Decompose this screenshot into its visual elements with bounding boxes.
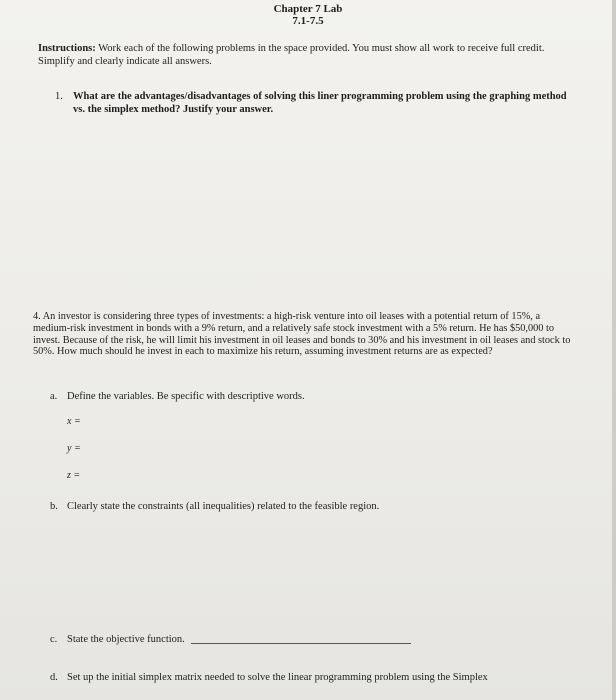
- instructions-text: Work each of the following problems in the space provided. You must show all work to receive full credit. Simplify and clearly indicate all answers.: [38, 43, 545, 67]
- question-1-number: 1.: [55, 91, 63, 102]
- part-a-text: Define the variables. Be specific with descriptive words.: [67, 391, 305, 402]
- part-d-letter: d.: [50, 672, 58, 683]
- page-title: Chapter 7 Lab: [273, 3, 343, 15]
- question-1: [55, 90, 575, 116]
- page-edge: [612, 0, 616, 700]
- question-4-part-d: [50, 671, 488, 684]
- question-4-part-b: [50, 500, 379, 513]
- question-1-text: What are the advantages/disadvantages of solving this liner programming problem using the graphing method vs. the simplex method? Justify your answer.: [73, 91, 567, 115]
- part-c-letter: c.: [50, 634, 58, 645]
- question-4-part-a: [50, 390, 305, 403]
- variable-z: z =: [67, 470, 81, 481]
- part-a-letter: a.: [50, 391, 58, 402]
- instructions: [38, 42, 583, 68]
- question-4-part-c: [50, 633, 411, 646]
- part-b-letter: b.: [50, 501, 58, 512]
- section-range: 7.1-7.5: [292, 15, 324, 27]
- part-d-text: Set up the initial simplex matrix needed to solve the linear programming problem using the Simplex: [67, 672, 488, 683]
- part-b-text: Clearly state the constraints (all inequalities) related to the feasible region.: [67, 501, 380, 512]
- page-header: [0, 3, 616, 27]
- question-4: 4. An investor is considering three types of investments: a high-risk venture into oil leases with a potential return of 15%, a medium-risk investment in bonds with a 9% return, and a relatively safe stock investment with a 5% return. He has $50,000 to invest. Because of the risk, he will limit his investment in oil leases and bonds to 30% and his investment in oil leases and stock to 50%. How much should he invest in each to maximize his return, assuming investment returns are as expected?: [33, 311, 571, 358]
- part-c-text: State the objective function.: [67, 634, 185, 645]
- instructions-label: Instructions:: [38, 43, 96, 54]
- variable-x: x =: [67, 416, 81, 427]
- variable-y: y =: [67, 443, 81, 454]
- answer-line: [191, 643, 411, 644]
